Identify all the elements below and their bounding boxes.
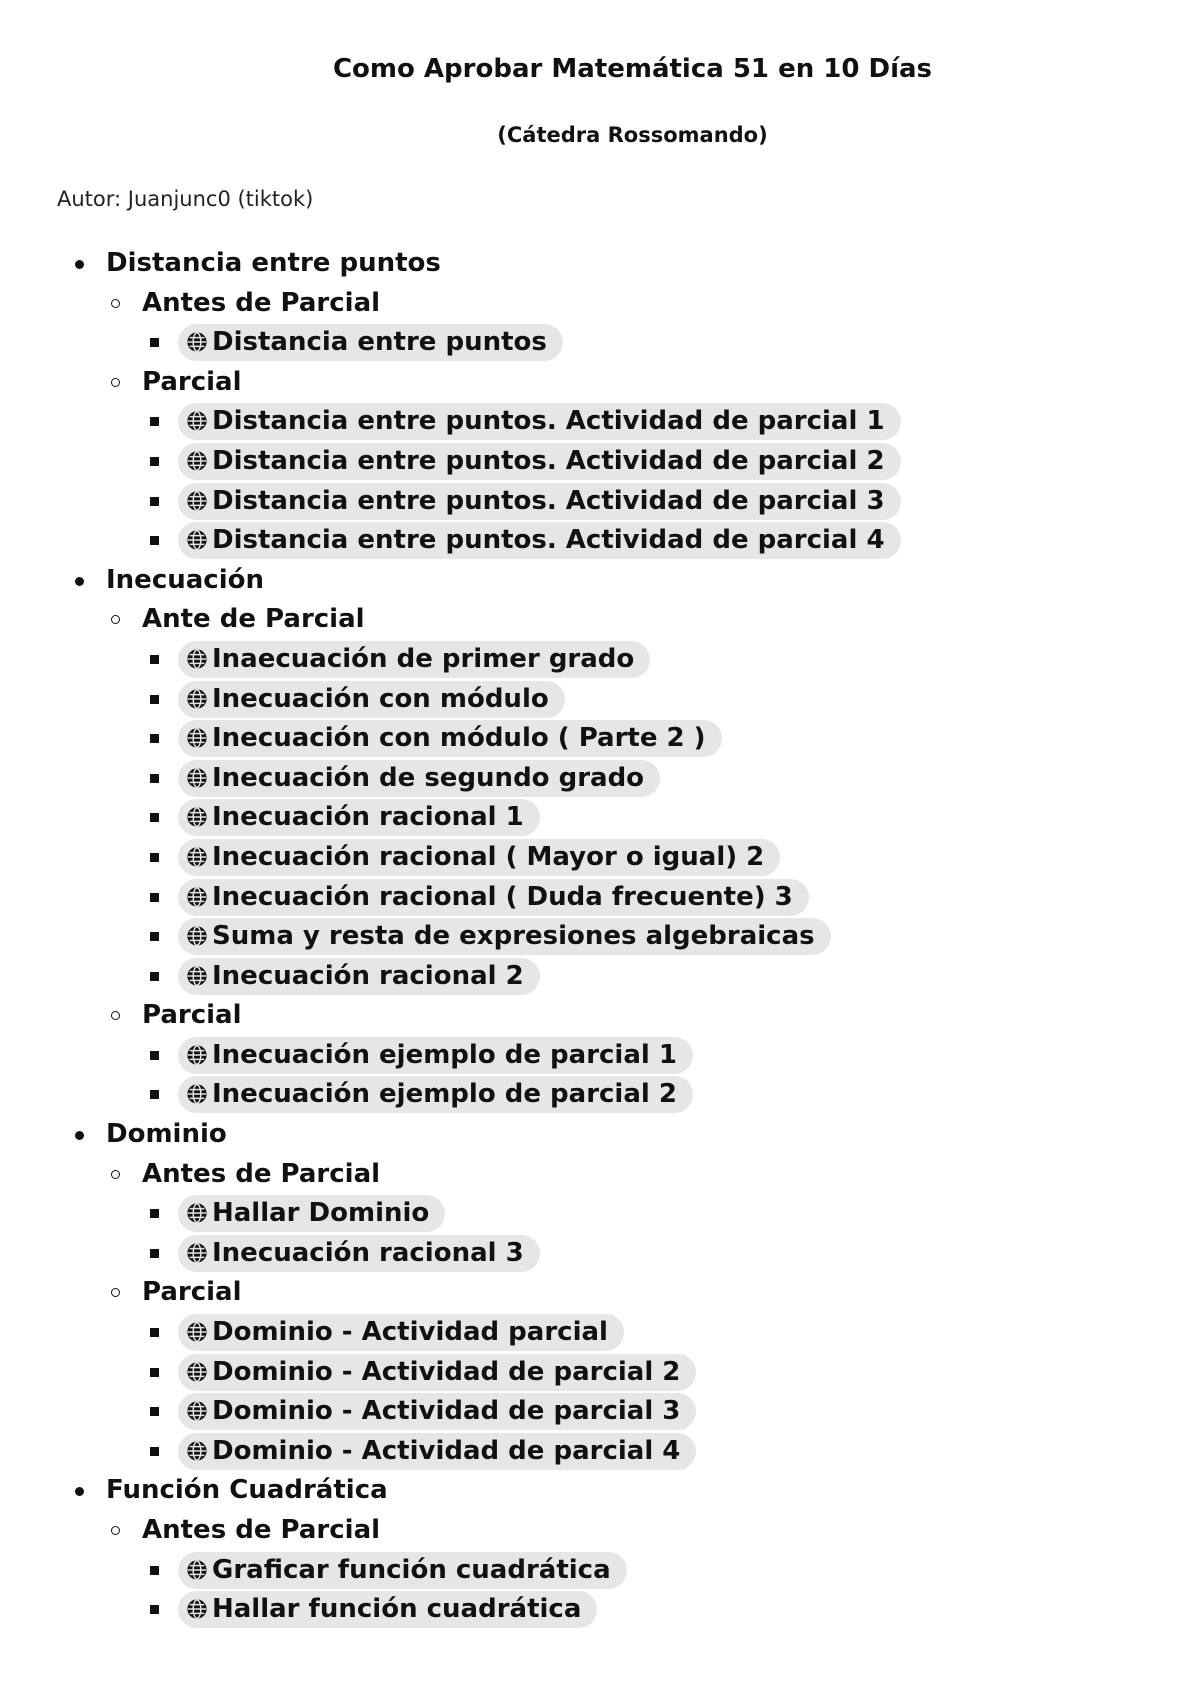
section-item <box>0 600 1200 640</box>
section-item <box>0 996 1200 1036</box>
bullet-circle <box>111 378 120 387</box>
globe-icon <box>186 1555 208 1577</box>
section-heading: Parcial <box>142 1277 242 1308</box>
document-subtitle: (Cátedra Rossomando) <box>497 123 768 147</box>
link-chip[interactable] <box>178 1591 597 1628</box>
link-label: Distancia entre puntos. Actividad de parcial 3 <box>212 485 885 516</box>
link-label: Inecuación ejemplo de parcial 2 <box>212 1079 677 1110</box>
link-label: Distancia entre puntos <box>212 327 547 358</box>
globe-icon <box>186 842 208 864</box>
link-label: Suma y resta de expresiones algebraicas <box>212 921 815 952</box>
bullet-square <box>150 655 159 664</box>
link-item <box>0 759 1200 799</box>
bullet-square <box>150 893 159 902</box>
globe-icon <box>186 446 208 468</box>
link-chip[interactable] <box>178 1433 696 1470</box>
link-item <box>0 1392 1200 1432</box>
link-item <box>0 838 1200 878</box>
link-chip[interactable] <box>178 681 565 718</box>
bullet-square <box>150 932 159 941</box>
link-item <box>0 1353 1200 1393</box>
link-label: Hallar Dominio <box>212 1198 430 1229</box>
section-item <box>0 1511 1200 1551</box>
bullet-square <box>150 1051 159 1060</box>
globe-icon <box>186 1396 208 1418</box>
globe-icon <box>186 723 208 745</box>
link-chip[interactable] <box>178 641 650 678</box>
link-label: Distancia entre puntos. Actividad de parcial 4 <box>212 525 885 556</box>
bullet-square <box>150 338 159 347</box>
topic-outline <box>0 244 1200 1630</box>
link-label: Inecuación ejemplo de parcial 1 <box>212 1039 677 1070</box>
globe-icon <box>186 1357 208 1379</box>
globe-icon <box>186 763 208 785</box>
link-item <box>0 1590 1200 1630</box>
link-chip[interactable] <box>178 1076 693 1113</box>
globe-icon <box>186 1594 208 1616</box>
bullet-square <box>150 1249 159 1258</box>
bullet-square <box>150 1566 159 1575</box>
link-label: Dominio - Actividad de parcial 3 <box>212 1396 681 1427</box>
section-item <box>0 1273 1200 1313</box>
section-item <box>0 1155 1200 1195</box>
topic-item <box>0 1115 1200 1155</box>
link-chip[interactable] <box>178 1393 696 1430</box>
bullet-circle <box>111 1170 120 1179</box>
section-heading: Antes de Parcial <box>142 287 381 318</box>
globe-icon <box>186 1238 208 1260</box>
link-label: Inecuación con módulo ( Parte 2 ) <box>212 723 706 754</box>
section-item <box>0 284 1200 324</box>
link-chip[interactable] <box>178 1037 693 1074</box>
link-item <box>0 957 1200 997</box>
bullet-square <box>150 1090 159 1099</box>
globe-icon <box>186 802 208 824</box>
globe-icon <box>186 882 208 904</box>
globe-icon <box>186 406 208 428</box>
document-author: Autor: Juanjunc0 (tiktok) <box>57 187 314 211</box>
bullet-disc <box>75 1487 84 1496</box>
link-item <box>0 798 1200 838</box>
link-chip[interactable] <box>178 1354 696 1391</box>
link-item <box>0 1036 1200 1076</box>
link-item <box>0 521 1200 561</box>
link-item <box>0 640 1200 680</box>
section-item <box>0 363 1200 403</box>
link-label: Distancia entre puntos. Actividad de parcial 2 <box>212 445 885 476</box>
section-heading: Parcial <box>142 1000 242 1031</box>
bullet-circle <box>111 1526 120 1535</box>
link-label: Inecuación racional 2 <box>212 960 524 991</box>
globe-icon <box>186 684 208 706</box>
link-chip[interactable] <box>178 1235 540 1272</box>
bullet-square <box>150 1328 159 1337</box>
bullet-square <box>150 1407 159 1416</box>
bullet-square <box>150 536 159 545</box>
globe-icon <box>186 961 208 983</box>
globe-icon <box>186 644 208 666</box>
bullet-square <box>150 1209 159 1218</box>
link-chip[interactable] <box>178 958 540 995</box>
link-chip[interactable] <box>178 1195 445 1232</box>
link-chip[interactable] <box>178 760 660 797</box>
link-chip[interactable] <box>178 483 901 520</box>
link-label: Dominio - Actividad parcial <box>212 1317 608 1348</box>
bullet-square <box>150 497 159 506</box>
link-chip[interactable] <box>178 324 563 361</box>
bullet-circle <box>111 615 120 624</box>
topic-heading: Función Cuadrática <box>106 1475 388 1506</box>
link-label: Inecuación racional ( Mayor o igual) 2 <box>212 841 765 872</box>
link-chip[interactable] <box>178 720 722 757</box>
link-label: Dominio - Actividad de parcial 4 <box>212 1435 681 1466</box>
globe-icon <box>186 1317 208 1339</box>
topic-item <box>0 1471 1200 1511</box>
link-label: Inaecuación de primer grado <box>212 643 635 674</box>
bullet-circle <box>111 1011 120 1020</box>
link-chip[interactable] <box>178 799 540 836</box>
link-item <box>0 878 1200 918</box>
bullet-square <box>150 695 159 704</box>
bullet-disc <box>75 1131 84 1140</box>
section-heading: Parcial <box>142 366 242 397</box>
link-label: Distancia entre puntos. Actividad de parcial 1 <box>212 406 885 437</box>
link-label: Inecuación con módulo <box>212 683 549 714</box>
topic-item <box>0 561 1200 601</box>
link-item <box>0 482 1200 522</box>
link-chip[interactable] <box>178 443 901 480</box>
topic-heading: Inecuación <box>106 564 264 595</box>
link-item <box>0 1432 1200 1472</box>
link-label: Graficar función cuadrática <box>212 1554 611 1585</box>
link-item <box>0 442 1200 482</box>
link-item <box>0 1194 1200 1234</box>
link-chip[interactable] <box>178 1552 627 1589</box>
bullet-square <box>150 774 159 783</box>
section-heading: Antes de Parcial <box>142 1158 381 1189</box>
link-chip[interactable] <box>178 839 780 876</box>
bullet-circle <box>111 299 120 308</box>
link-label: Dominio - Actividad de parcial 2 <box>212 1356 681 1387</box>
link-label: Inecuación racional 1 <box>212 802 524 833</box>
bullet-disc <box>75 260 84 269</box>
globe-icon <box>186 921 208 943</box>
globe-icon <box>186 1436 208 1458</box>
bullet-square <box>150 734 159 743</box>
section-heading: Ante de Parcial <box>142 604 365 635</box>
bullet-square <box>150 417 159 426</box>
globe-icon <box>186 327 208 349</box>
link-label: Hallar función cuadrática <box>212 1594 582 1625</box>
link-label: Inecuación racional 3 <box>212 1237 524 1268</box>
bullet-square <box>150 457 159 466</box>
link-label: Inecuación racional ( Duda frecuente) 3 <box>212 881 793 912</box>
topic-item <box>0 244 1200 284</box>
link-chip[interactable] <box>178 1314 624 1351</box>
bullet-square <box>150 1605 159 1614</box>
link-item <box>0 917 1200 957</box>
link-chip[interactable] <box>178 879 809 916</box>
document-title: Como Aprobar Matemática 51 en 10 Días <box>332 54 933 84</box>
section-heading: Antes de Parcial <box>142 1515 381 1545</box>
globe-icon <box>186 525 208 547</box>
link-item <box>0 1234 1200 1274</box>
link-chip[interactable] <box>178 522 901 559</box>
bullet-square <box>150 1447 159 1456</box>
topic-heading: Distancia entre puntos <box>106 248 441 278</box>
link-chip[interactable] <box>178 403 901 440</box>
link-item <box>0 1313 1200 1353</box>
globe-icon <box>186 1079 208 1101</box>
globe-icon <box>186 1198 208 1220</box>
link-item <box>0 1551 1200 1591</box>
bullet-square <box>150 1368 159 1377</box>
link-item <box>0 680 1200 720</box>
globe-icon <box>186 486 208 508</box>
bullet-square <box>150 853 159 862</box>
link-item <box>0 1075 1200 1115</box>
link-item <box>0 719 1200 759</box>
topic-heading: Dominio <box>106 1119 227 1150</box>
link-label: Inecuación de segundo grado <box>212 762 645 793</box>
bullet-square <box>150 813 159 822</box>
globe-icon <box>186 1040 208 1062</box>
link-item <box>0 323 1200 363</box>
bullet-square <box>150 972 159 981</box>
link-chip[interactable] <box>178 918 831 955</box>
link-item <box>0 402 1200 442</box>
bullet-circle <box>111 1288 120 1297</box>
bullet-disc <box>75 577 84 586</box>
